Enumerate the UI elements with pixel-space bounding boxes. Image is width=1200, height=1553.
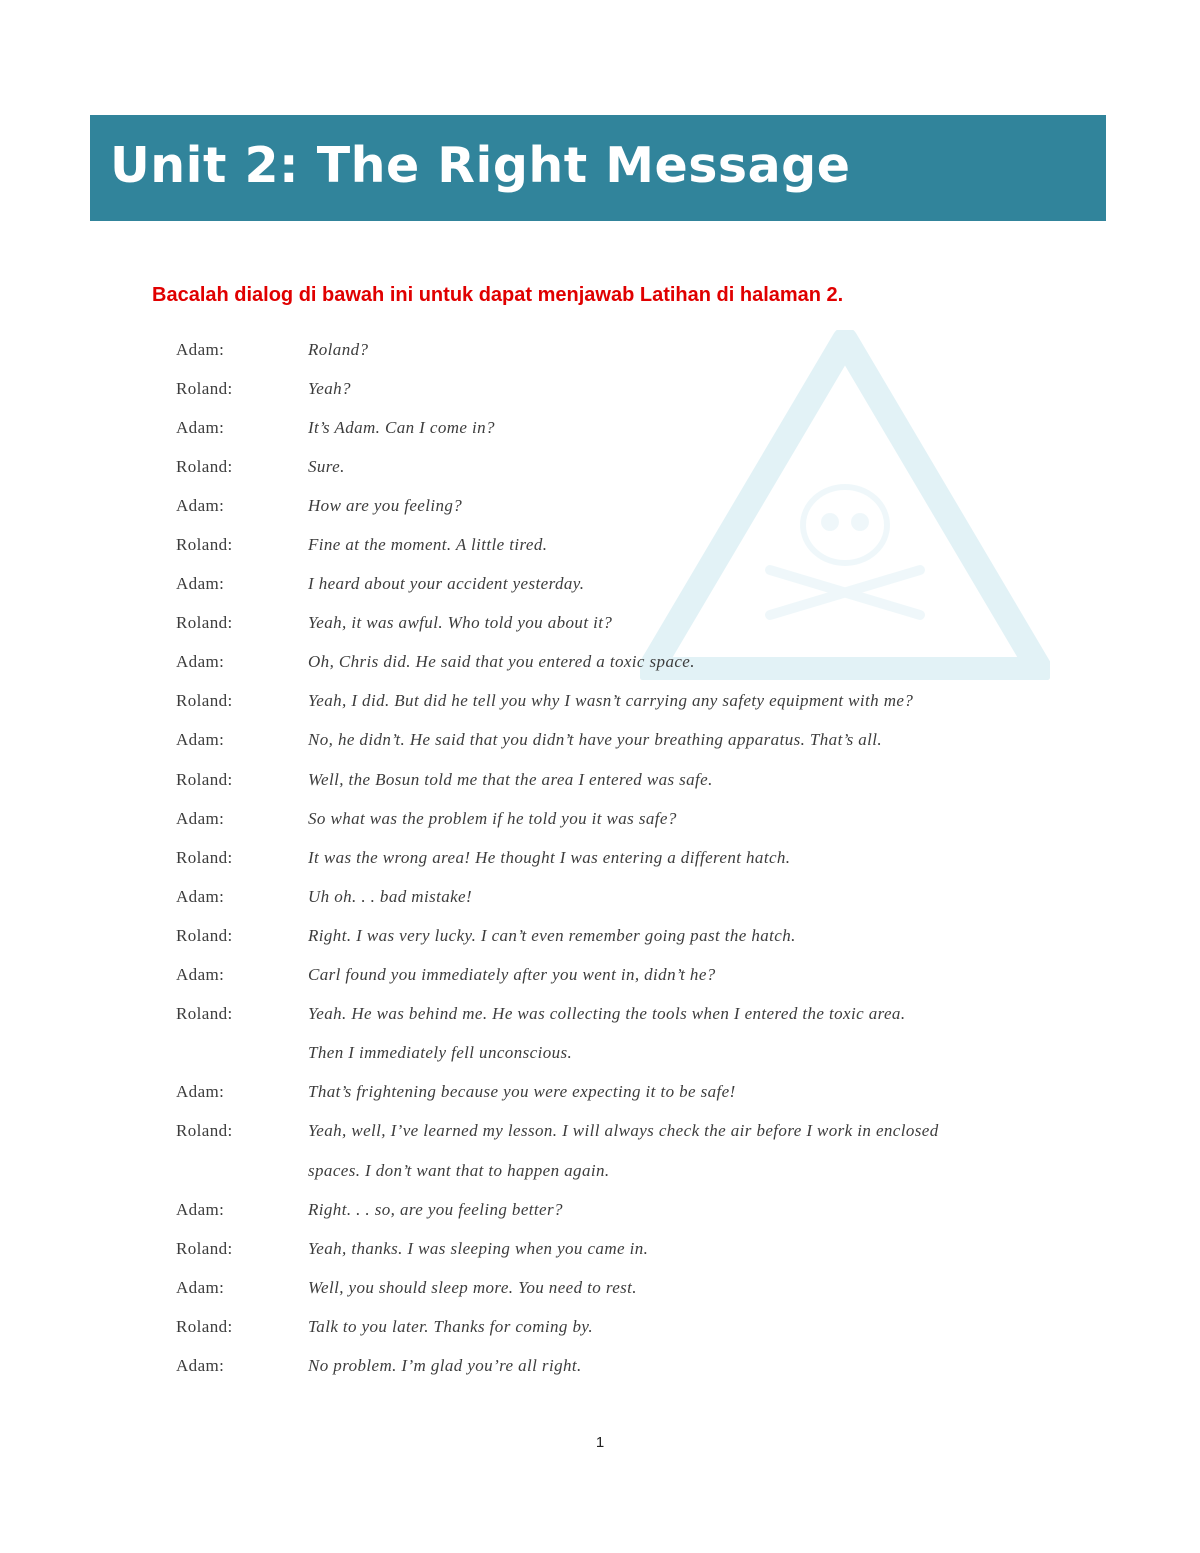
dialog-utterance: Roland?	[308, 339, 369, 359]
dialog-speaker: Roland:	[176, 1004, 233, 1024]
dialog-line	[176, 721, 1056, 760]
dialog-utterance: It’s Adam. Can I come in?	[308, 417, 495, 437]
dialog-line	[176, 877, 1056, 916]
dialog-utterance: Well, the Bosun told me that the area I entered was safe.	[308, 769, 713, 789]
dialog-speaker: Adam:	[176, 886, 225, 906]
dialog-line	[176, 1190, 1056, 1229]
dialog-line	[176, 1073, 1056, 1112]
dialog-utterance: Yeah, well, I’ve learned my lesson. I will always check the air before I work in enclosed	[308, 1121, 939, 1141]
dialog-utterance: Yeah, thanks. I was sleeping when you came in.	[308, 1238, 649, 1258]
dialog-line	[176, 1151, 1056, 1190]
dialog-speaker: Adam:	[176, 339, 225, 359]
dialog-line	[176, 604, 1056, 643]
dialog-line	[176, 369, 1056, 408]
dialog-speaker: Roland:	[176, 613, 233, 633]
dialog-speaker: Adam:	[176, 1277, 225, 1297]
dialog-line	[176, 1346, 1056, 1385]
dialog-line	[176, 408, 1056, 447]
dialog-utterance: No, he didn’t. He said that you didn’t have your breathing apparatus. That’s all.	[308, 730, 883, 750]
dialog-speaker: Adam:	[176, 730, 225, 750]
dialog-speaker: Roland:	[176, 535, 233, 555]
dialog-speaker: Roland:	[176, 456, 233, 476]
dialog-speaker: Roland:	[176, 1316, 233, 1336]
dialog-utterance: Yeah, I did. But did he tell you why I wasn’t carrying any safety equipment with me?	[308, 691, 914, 711]
dialog-utterance: It was the wrong area! He thought I was entering a different hatch.	[308, 847, 791, 867]
dialog-speaker: Roland:	[176, 691, 233, 711]
dialog-line	[176, 525, 1056, 564]
dialog-utterance: Well, you should sleep more. You need to rest.	[308, 1277, 637, 1297]
dialog-line	[176, 565, 1056, 604]
dialog-speaker: Adam:	[176, 1355, 225, 1375]
dialog-utterance: That’s frightening because you were expecting it to be safe!	[308, 1082, 736, 1102]
title-banner	[90, 115, 1106, 221]
dialog-utterance: Oh, Chris did. He said that you entered a toxic space.	[308, 652, 695, 672]
dialog-line	[176, 799, 1056, 838]
dialog-utterance: Yeah?	[308, 378, 351, 398]
dialog-line	[176, 956, 1056, 995]
dialog-utterance: Carl found you immediately after you went in, didn’t he?	[308, 965, 716, 985]
dialog-utterance: Yeah, it was awful. Who told you about it?	[308, 613, 613, 633]
dialog-line	[176, 447, 1056, 486]
dialog-line	[176, 682, 1056, 721]
dialog-utterance: Right. I was very lucky. I can’t even remember going past the hatch.	[308, 925, 796, 945]
dialog-utterance: Then I immediately fell unconscious.	[308, 1043, 573, 1063]
dialog-speaker: Roland:	[176, 925, 233, 945]
dialog-utterance: spaces. I don’t want that to happen again.	[308, 1160, 610, 1180]
page-title: Unit 2: The Right Message	[110, 136, 851, 194]
dialog-line	[176, 486, 1056, 525]
dialog-utterance: Sure.	[308, 456, 345, 476]
dialog-line	[176, 330, 1056, 369]
dialog-speaker: Adam:	[176, 495, 225, 515]
dialog-line	[176, 760, 1056, 799]
dialog-utterance: No problem. I’m glad you’re all right.	[308, 1355, 582, 1375]
dialog-line	[176, 1229, 1056, 1268]
dialog-utterance: Yeah. He was behind me. He was collecting the tools when I entered the toxic area.	[308, 1004, 906, 1024]
instruction-text: Bacalah dialog di bawah ini untuk dapat menjawab Latihan di halaman 2.	[152, 284, 844, 306]
dialog-speaker: Adam:	[176, 652, 225, 672]
dialog-utterance: Talk to you later. Thanks for coming by.	[308, 1316, 594, 1336]
dialog	[176, 330, 1056, 1386]
dialog-utterance: Uh oh. . . bad mistake!	[308, 886, 473, 906]
dialog-line	[176, 1307, 1056, 1346]
dialog-line	[176, 1112, 1056, 1151]
dialog-line	[176, 838, 1056, 877]
dialog-utterance: Right. . . so, are you feeling better?	[308, 1199, 563, 1219]
dialog-speaker: Roland:	[176, 1121, 233, 1141]
dialog-utterance: Fine at the moment. A little tired.	[308, 535, 548, 555]
dialog-utterance: So what was the problem if he told you it was safe?	[308, 808, 677, 828]
dialog-line	[176, 1034, 1056, 1073]
dialog-speaker: Adam:	[176, 1199, 225, 1219]
dialog-utterance: I heard about your accident yesterday.	[308, 574, 585, 594]
dialog-speaker: Adam:	[176, 417, 225, 437]
dialog-speaker: Roland:	[176, 769, 233, 789]
page-number: 1	[595, 1434, 605, 1451]
dialog-line	[176, 643, 1056, 682]
dialog-line	[176, 916, 1056, 955]
dialog-speaker: Roland:	[176, 847, 233, 867]
dialog-speaker: Adam:	[176, 1082, 225, 1102]
dialog-utterance: How are you feeling?	[308, 495, 463, 515]
dialog-line	[176, 995, 1056, 1034]
dialog-speaker: Adam:	[176, 808, 225, 828]
dialog-line	[176, 1268, 1056, 1307]
dialog-speaker: Roland:	[176, 1238, 233, 1258]
dialog-speaker: Adam:	[176, 574, 225, 594]
dialog-speaker: Roland:	[176, 378, 233, 398]
dialog-speaker: Adam:	[176, 965, 225, 985]
